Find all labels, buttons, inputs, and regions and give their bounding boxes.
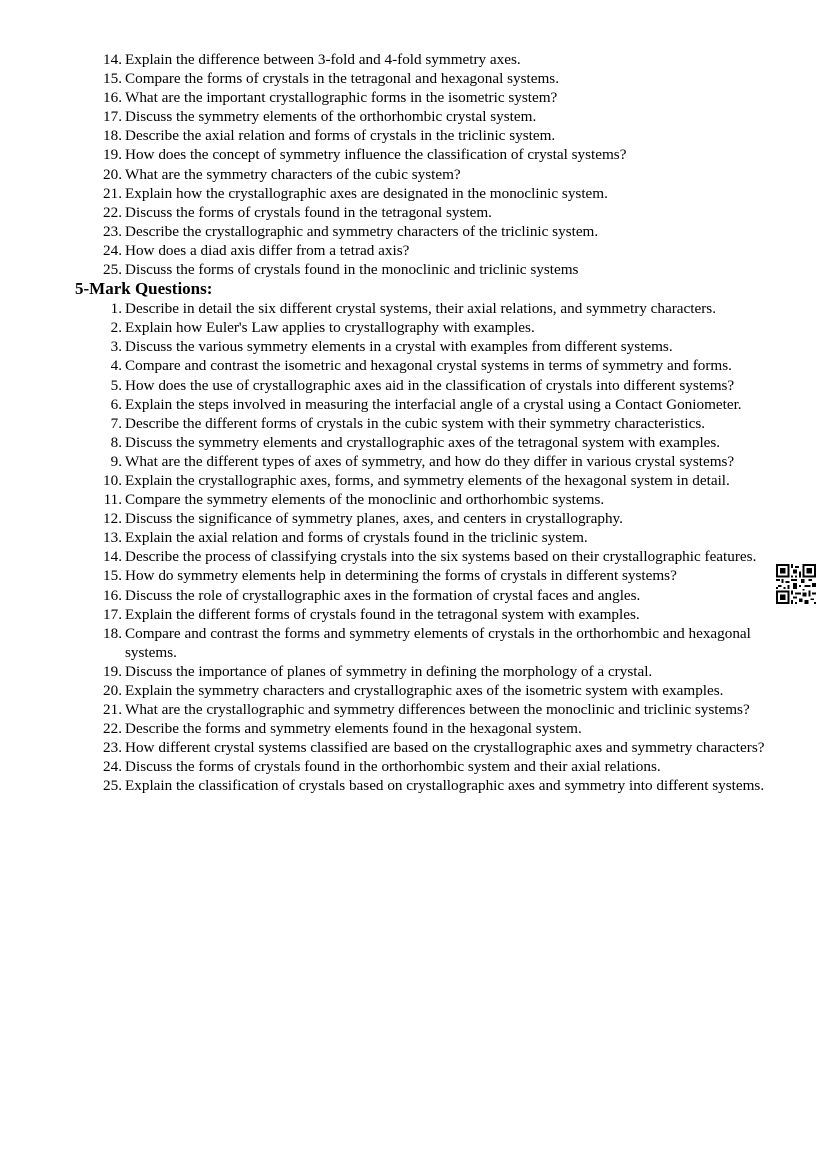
question-text: How different crystal systems classified are based on the crystallographic axes and symmetry characters? bbox=[125, 739, 765, 757]
question-item bbox=[0, 50, 827, 69]
question-number: 20. bbox=[103, 165, 122, 183]
question-text: How do symmetry elements help in determining the forms of crystals in different systems? bbox=[125, 567, 677, 585]
question-number: 17. bbox=[103, 605, 122, 623]
five-mark-question-item bbox=[0, 376, 827, 395]
five-mark-question-item bbox=[0, 719, 827, 738]
question-number: 9. bbox=[110, 452, 122, 470]
question-item bbox=[0, 107, 827, 126]
question-number: 16. bbox=[103, 586, 122, 604]
question-text: Discuss the symmetry elements and crystallographic axes of the tetragonal system with examples. bbox=[125, 433, 721, 451]
question-text: Discuss the forms of crystals found in the orthorhombic system and their axial relations. bbox=[125, 758, 661, 776]
question-number: 18. bbox=[103, 127, 122, 145]
question-number: 24. bbox=[103, 758, 122, 776]
question-number: 14. bbox=[103, 51, 122, 68]
five-mark-question-item bbox=[0, 395, 827, 414]
question-text: Explain the different forms of crystals found in the tetragonal system with examples. bbox=[125, 605, 640, 623]
question-number: 15. bbox=[103, 567, 122, 585]
question-text: Compare and contrast the isometric and hexagonal crystal systems in terms of symmetry and forms. bbox=[125, 357, 732, 375]
question-item bbox=[0, 165, 827, 184]
five-mark-question-item bbox=[0, 738, 827, 757]
question-number: 17. bbox=[103, 108, 122, 126]
five-mark-question-item bbox=[0, 624, 827, 662]
question-text: Describe the axial relation and forms of crystals in the triclinic system. bbox=[125, 127, 556, 145]
question-number: 14. bbox=[103, 548, 122, 566]
question-text: Compare and contrast the forms and symmetry elements of crystals in the orthorhombic and hexagonal systems. bbox=[125, 624, 751, 661]
question-number: 8. bbox=[110, 433, 122, 451]
question-item bbox=[0, 88, 827, 107]
question-text: Explain how the crystallographic axes are designated in the monoclinic system. bbox=[125, 184, 608, 202]
question-number: 21. bbox=[103, 184, 122, 202]
question-text: Describe the different forms of crystals in the cubic system with their symmetry characteristics. bbox=[125, 414, 706, 432]
question-text: How does the use of crystallographic axes aid in the classification of crystals into different systems? bbox=[125, 376, 735, 394]
five-mark-question-item bbox=[0, 700, 827, 719]
five-mark-question-item bbox=[0, 605, 827, 624]
question-text: Discuss the significance of symmetry planes, axes, and centers in crystallography. bbox=[125, 510, 623, 528]
question-number: 23. bbox=[103, 222, 122, 240]
question-number: 4. bbox=[110, 357, 122, 375]
question-text: Explain the difference between 3-fold and 4-fold symmetry axes. bbox=[125, 51, 521, 68]
five-mark-question-item bbox=[0, 299, 827, 318]
question-text: Discuss the importance of planes of symmetry in defining the morphology of a crystal. bbox=[125, 662, 653, 680]
question-text: Explain the crystallographic axes, forms, and symmetry elements of the hexagonal system in detail. bbox=[125, 471, 730, 489]
five-mark-question-item bbox=[0, 490, 827, 509]
five-mark-question-item bbox=[0, 776, 827, 795]
question-number: 18. bbox=[103, 624, 122, 642]
question-text: Discuss the forms of crystals found in the monoclinic and triclinic systems bbox=[125, 261, 579, 279]
question-text: Compare the symmetry elements of the monoclinic and orthorhombic systems. bbox=[125, 491, 605, 509]
question-number: 20. bbox=[103, 682, 122, 699]
question-number: 25. bbox=[103, 261, 122, 279]
question-text: How does a diad axis differ from a tetrad axis? bbox=[125, 241, 410, 259]
question-number: 24. bbox=[103, 241, 122, 259]
question-text: Explain how Euler's Law applies to crystallography with examples. bbox=[125, 319, 535, 337]
question-text: Explain the axial relation and forms of crystals found in the triclinic system. bbox=[125, 529, 588, 547]
question-item bbox=[0, 69, 827, 88]
question-text: What are the important crystallographic forms in the isometric system? bbox=[125, 89, 558, 107]
qr-code-icon[interactable] bbox=[776, 564, 816, 604]
question-number: 21. bbox=[103, 701, 122, 719]
question-number: 11. bbox=[103, 491, 122, 509]
question-text: Compare the forms of crystals in the tetragonal and hexagonal systems. bbox=[125, 70, 559, 88]
question-number: 22. bbox=[103, 203, 122, 221]
question-number: 19. bbox=[103, 146, 122, 164]
question-text: Discuss the role of crystallographic axes in the formation of crystal faces and angles. bbox=[125, 586, 641, 604]
document-page bbox=[0, 50, 827, 796]
question-text: Describe the crystallographic and symmetry characters of the triclinic system. bbox=[125, 222, 599, 240]
question-number: 19. bbox=[103, 662, 122, 680]
five-mark-question-item bbox=[0, 433, 827, 452]
question-text: Discuss the symmetry elements of the orthorhombic crystal system. bbox=[125, 108, 537, 126]
question-text: Explain the steps involved in measuring the interfacial angle of a crystal using a Contact Goniometer. bbox=[125, 395, 742, 413]
question-text: What are the different types of axes of symmetry, and how do they differ in various crystal systems? bbox=[125, 452, 735, 470]
question-item bbox=[0, 203, 827, 222]
question-number: 15. bbox=[103, 70, 122, 88]
question-list-continued bbox=[0, 50, 827, 279]
question-text: What are the symmetry characters of the cubic system? bbox=[125, 165, 461, 183]
question-item bbox=[0, 184, 827, 203]
five-mark-question-item bbox=[0, 318, 827, 337]
five-mark-question-item bbox=[0, 414, 827, 433]
question-number: 12. bbox=[103, 510, 122, 528]
question-text: Describe the forms and symmetry elements found in the hexagonal system. bbox=[125, 720, 582, 738]
question-number: 7. bbox=[110, 414, 122, 432]
question-number: 23. bbox=[103, 739, 122, 757]
question-number: 25. bbox=[103, 777, 122, 795]
question-item bbox=[0, 145, 827, 164]
question-item bbox=[0, 126, 827, 145]
question-text: Discuss the forms of crystals found in the tetragonal system. bbox=[125, 203, 492, 221]
five-mark-question-item bbox=[0, 337, 827, 356]
five-mark-question-item bbox=[0, 662, 827, 681]
five-mark-question-item bbox=[0, 757, 827, 776]
five-mark-question-item bbox=[0, 586, 827, 605]
question-text: What are the crystallographic and symmetry differences between the monoclinic and triclinic systems? bbox=[125, 701, 750, 719]
five-mark-question-item bbox=[0, 509, 827, 528]
question-text: Describe in detail the six different crystal systems, their axial relations, and symmetry characters. bbox=[125, 300, 716, 318]
question-text: Explain the symmetry characters and crystallographic axes of the isometric system with examples. bbox=[125, 682, 724, 699]
question-number: 6. bbox=[110, 395, 122, 413]
question-text: Discuss the various symmetry elements in a crystal with examples from different systems. bbox=[125, 338, 673, 356]
five-mark-question-item bbox=[0, 566, 827, 585]
five-mark-question-item bbox=[0, 547, 827, 566]
question-number: 13. bbox=[103, 529, 122, 547]
question-number: 5. bbox=[110, 376, 122, 394]
question-text: Describe the process of classifying crystals into the six systems based on their crystallographic features. bbox=[125, 548, 757, 566]
question-number: 16. bbox=[103, 89, 122, 107]
question-number: 22. bbox=[103, 720, 122, 738]
five-mark-question-item bbox=[0, 471, 827, 490]
five-mark-question-item bbox=[0, 528, 827, 547]
five-mark-question-list bbox=[0, 299, 827, 795]
question-number: 3. bbox=[110, 338, 122, 356]
five-mark-question-item bbox=[0, 452, 827, 471]
question-number: 10. bbox=[103, 471, 122, 489]
five-mark-heading: 5-Mark Questions: bbox=[75, 279, 213, 299]
five-mark-question-item bbox=[0, 356, 827, 375]
question-item bbox=[0, 241, 827, 260]
question-item bbox=[0, 260, 827, 279]
question-text: How does the concept of symmetry influence the classification of crystal systems? bbox=[125, 146, 627, 164]
question-text: Explain the classification of crystals based on crystallographic axes and symmetry into different systems. bbox=[125, 777, 765, 795]
question-number: 2. bbox=[110, 319, 122, 337]
question-item bbox=[0, 222, 827, 241]
question-number: 1. bbox=[110, 300, 122, 318]
five-mark-question-item bbox=[0, 681, 827, 700]
